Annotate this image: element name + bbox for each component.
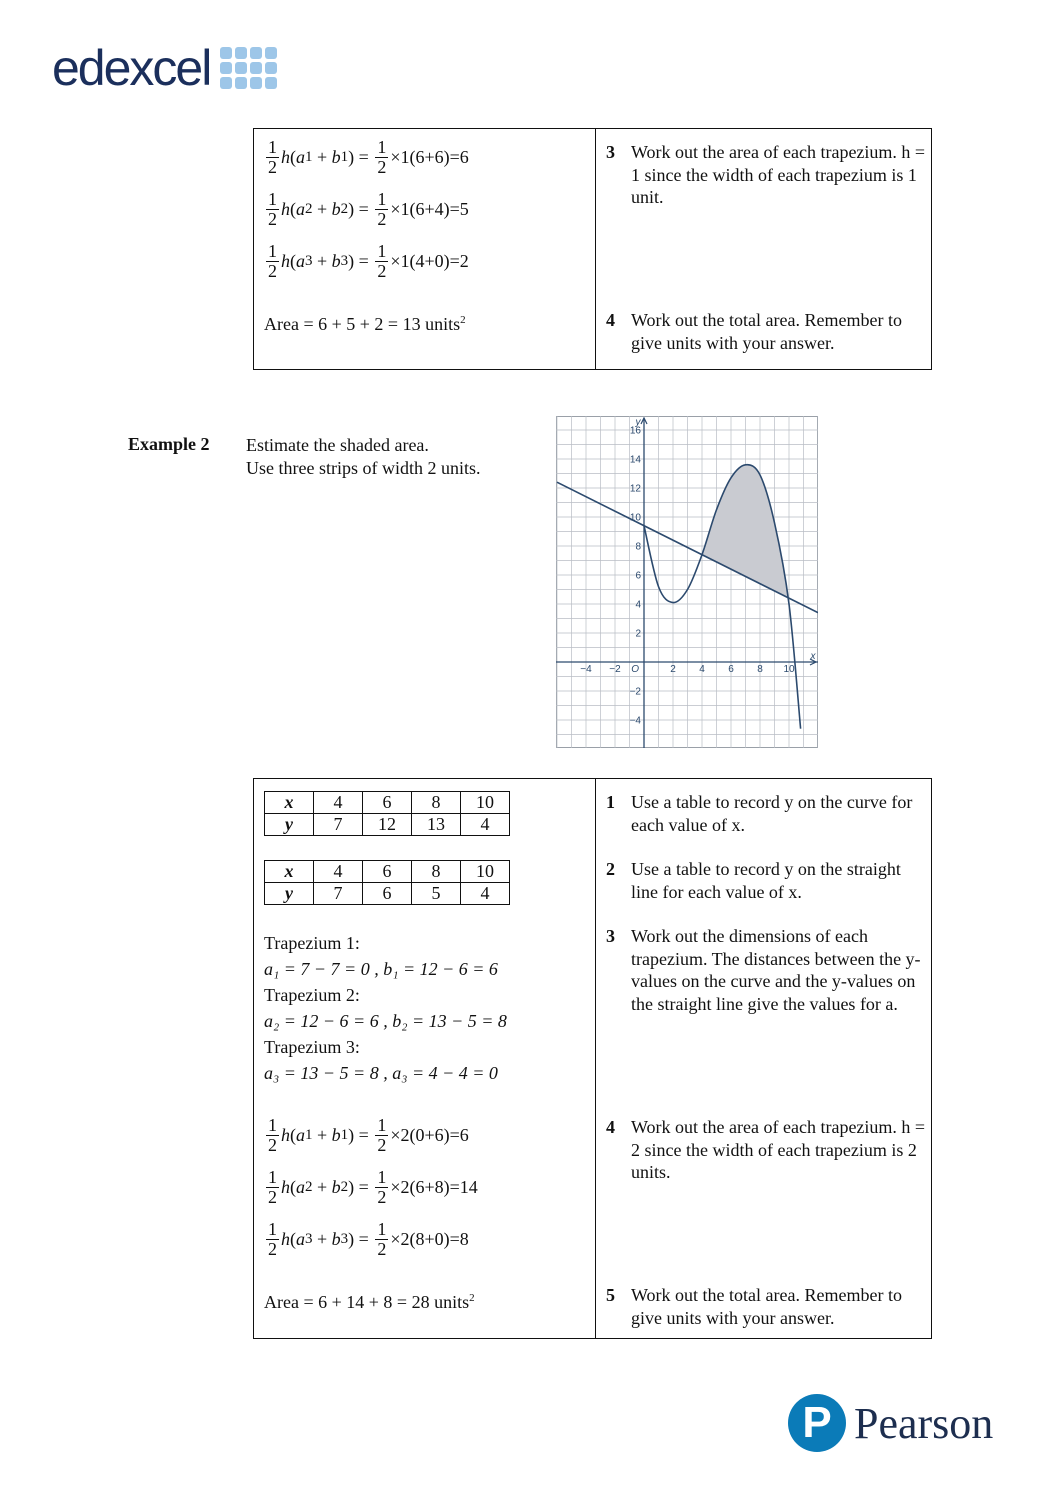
trapezium-area-equations-2 <box>264 1109 478 1265</box>
box-divider <box>595 779 596 1338</box>
y-axis-label: y <box>635 417 641 428</box>
total-area-1: Area = 6 + 5 + 2 = 13 units$^2$ <box>264 314 466 334</box>
pearson-wordmark: Pearson <box>854 1398 994 1448</box>
y-tick-label: 12 <box>629 483 641 495</box>
edexcel-dots-icon <box>220 47 277 89</box>
box-divider <box>595 129 596 369</box>
y-tick-label: 10 <box>629 512 641 524</box>
y-tick-label: 14 <box>629 454 641 466</box>
x-tick-label: 8 <box>757 664 763 675</box>
line-values-table: x 4 6 8 10 y 7 6 5 4 <box>264 860 510 905</box>
step-1-note: 1 Use a table to record y on the curve for each value of x. <box>606 792 913 835</box>
step-4-note-2: 4 Work out the area of each trapezium. h = 2 since the width of each trapezium is 2 units. <box>606 1117 926 1182</box>
area-equation-3: $\frac{1}{2}$ h ( a 3 + b 3 ) = $\frac{1}{2}$ ×1(4+0)=2 <box>268 240 469 281</box>
y-tick-label: 2 <box>635 628 641 640</box>
area-equation-5: $\frac{1}{2}$ h ( a 2 + b 2 ) = $\frac{1}{2}$ ×2(6+8)=14 <box>268 1166 478 1207</box>
origin-label: O <box>631 664 639 675</box>
y-tick-label: −2 <box>629 686 641 698</box>
trapezium-dimensions: Trapezium 1: a₁ = 7 − 7 = 0 , b₁ = 12 − 6 = 6 Trapezium 2: a₂ = 12 − 6 = 6 , b₂ = 13 − 5 = 8 Trapezium 3: a₃ = 13 − 5 = 8 , a₃ = 4 − 4 = 0 <box>264 933 507 1083</box>
y-tick-label: −4 <box>629 715 641 727</box>
step-2-note: 2 Use a table to record y on the straight line for each value of x. <box>606 859 901 902</box>
x-tick-label: 6 <box>728 664 734 675</box>
y-tick-label: 16 <box>629 425 641 437</box>
total-area-2: Area = 6 + 14 + 8 = 28 units$^2$ <box>264 1292 475 1312</box>
step-5-note: 5 Work out the total area. Remember to give units with your answer. <box>606 1285 902 1328</box>
area-equation-6: $\frac{1}{2}$ h ( a 3 + b 3 ) = $\frac{1}{2}$ ×2(8+0)=8 <box>268 1218 469 1259</box>
area-equation-4: $\frac{1}{2}$ h ( a 1 + b 1 ) = $\frac{1}{2}$ ×2(0+6)=6 <box>268 1114 469 1155</box>
x-tick-label: −4 <box>580 664 592 675</box>
step-4-note: 4 Work out the total area. Remember to give units with your answer. <box>606 310 902 353</box>
area-equation-1: $\frac{1}{2}$ h ( a 1 + b 1 ) = $\frac{1}{2}$ ×1(6+6)=6 <box>268 136 469 177</box>
worked-solution-box-2 <box>253 778 932 1339</box>
pearson-p-icon: P <box>788 1394 846 1452</box>
y-tick-label: 6 <box>635 570 641 582</box>
trapezium-area-equations <box>264 131 469 287</box>
area-equation-2: $\frac{1}{2}$ h ( a 2 + b 2 ) = $\frac{1}{2}$ ×1(6+4)=5 <box>268 188 469 229</box>
worked-solution-box-1 <box>253 128 932 370</box>
example-2-question: Estimate the shaded area. Use three strips of width 2 units. <box>246 435 481 478</box>
curve-values-table: x 4 6 8 10 y 7 12 13 4 <box>264 791 510 836</box>
y-tick-label: 4 <box>635 599 641 611</box>
y-tick-label: 8 <box>635 541 641 553</box>
x-tick-label: 10 <box>783 664 795 675</box>
edexcel-logo <box>52 40 277 96</box>
x-tick-label: 4 <box>699 664 705 675</box>
edexcel-wordmark: edexcel <box>52 40 211 96</box>
x-tick-label: −2 <box>609 664 621 675</box>
x-axis-label: x <box>810 651 816 662</box>
example-2-label: Example 2 <box>128 434 210 454</box>
shaded-area-graph <box>556 416 818 748</box>
x-tick-label: 2 <box>670 664 676 675</box>
step-3-note: 3 Work out the area of each trapezium. h = 1 since the width of each trapezium is 1 unit. <box>606 142 926 207</box>
pearson-logo <box>788 1394 993 1452</box>
step-3-note-2: 3 Work out the dimensions of each trapezium. The distances between the y-values on the curve and the y-values on the straight line give the values for a. <box>606 926 921 1014</box>
